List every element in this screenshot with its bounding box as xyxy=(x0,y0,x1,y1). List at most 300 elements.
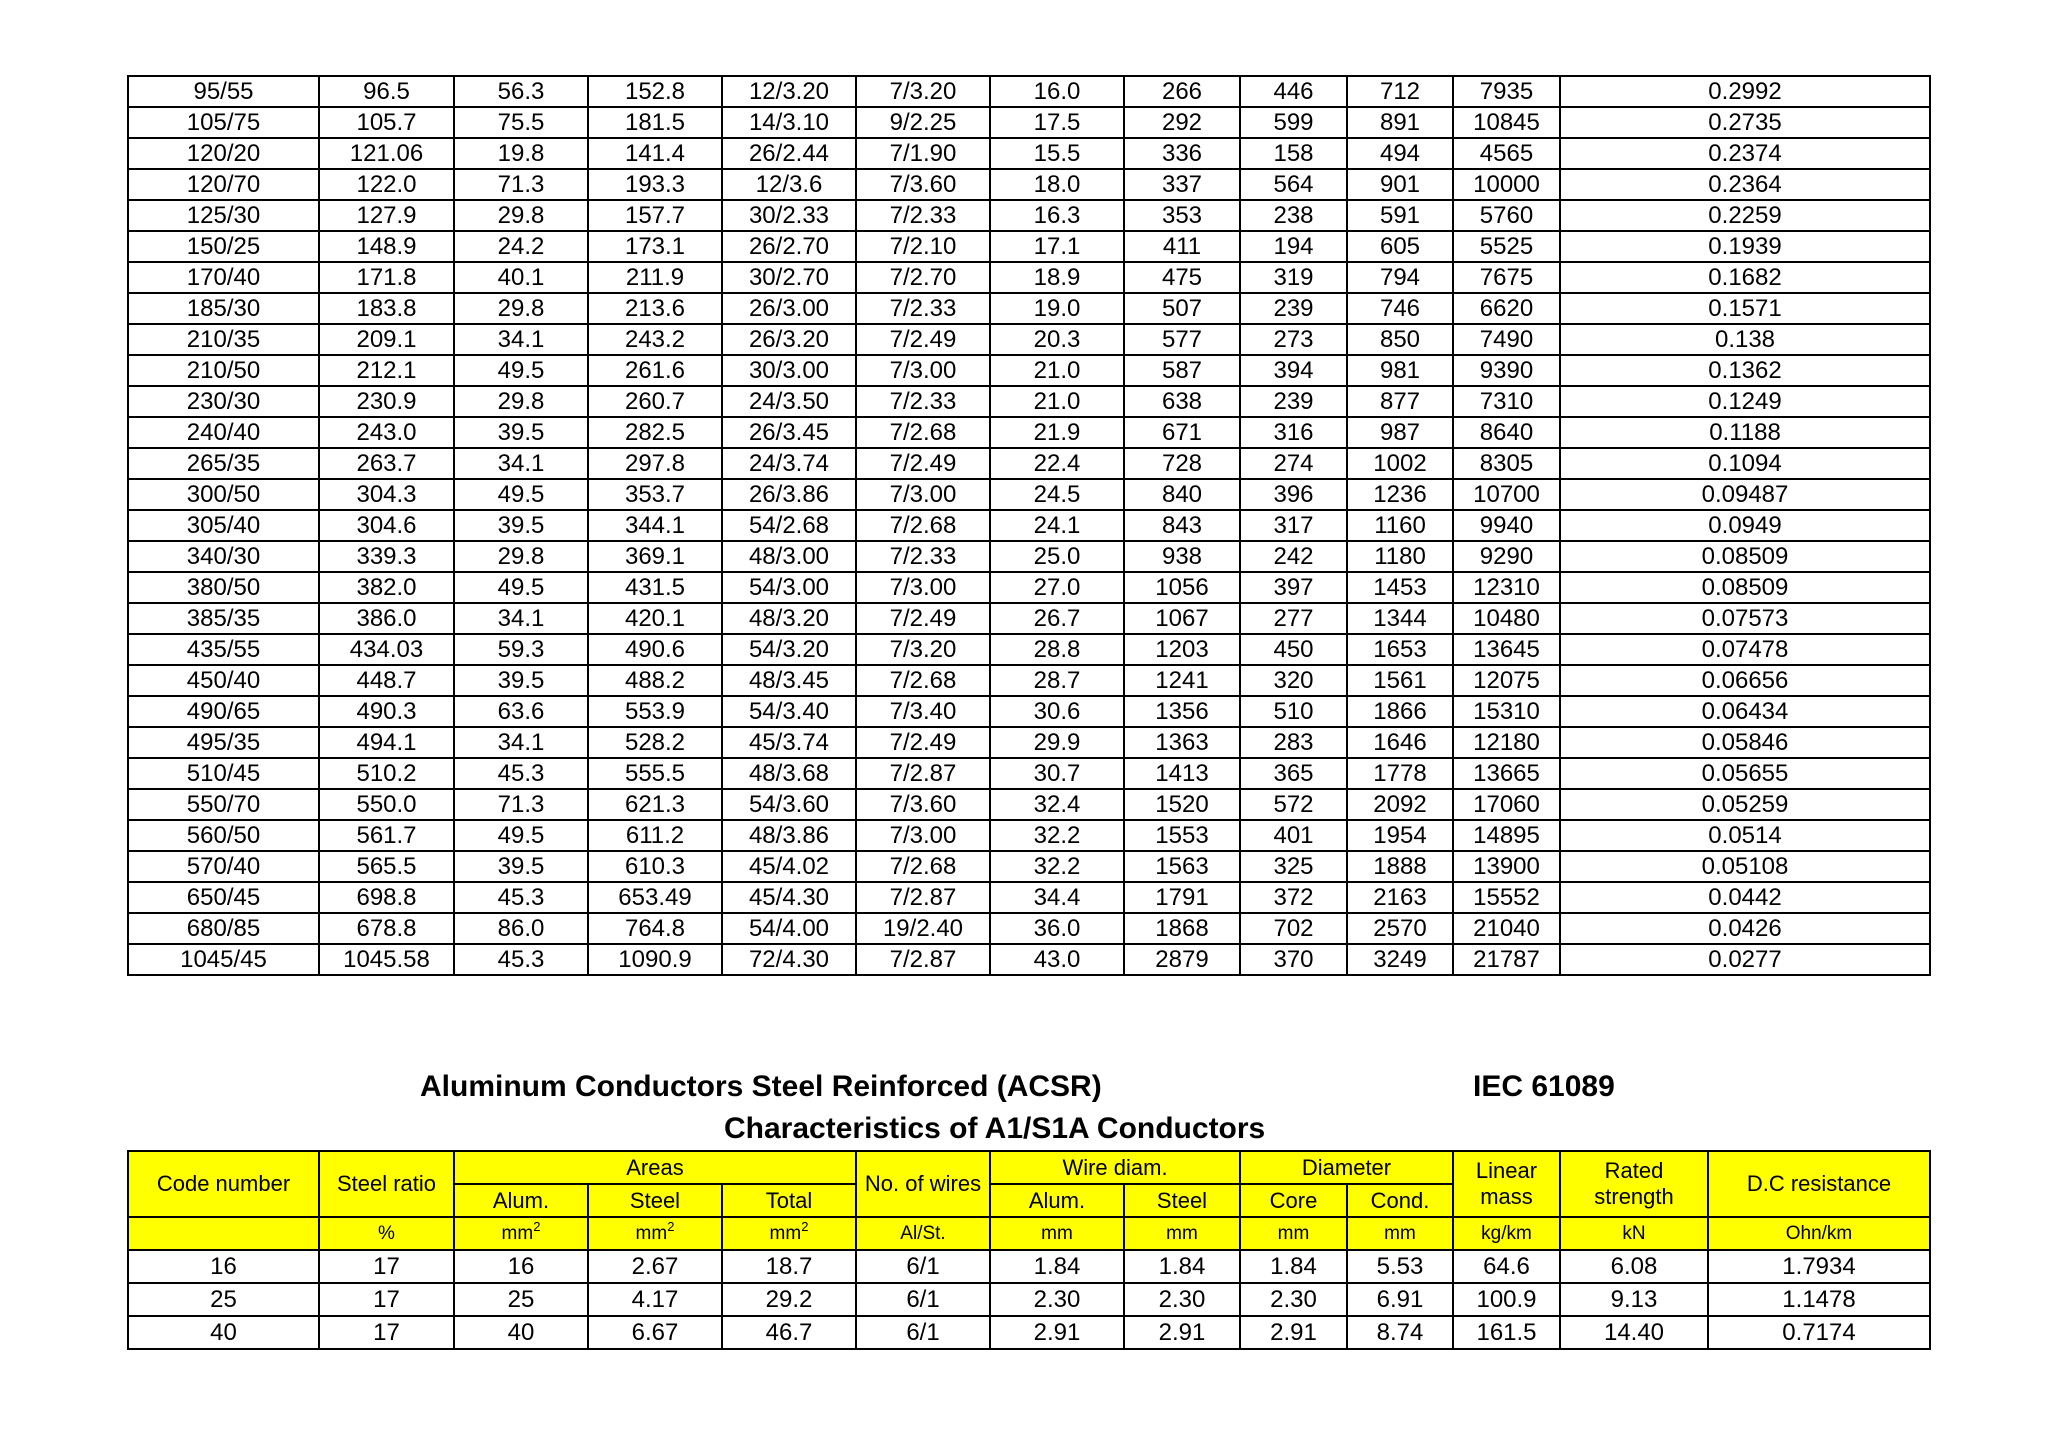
table-cell: 7/3.20 xyxy=(856,634,990,665)
table-cell: 1.1478 xyxy=(1708,1283,1930,1316)
table-row xyxy=(128,479,1930,510)
table-cell: 26/2.70 xyxy=(722,231,856,262)
table-cell: 1453 xyxy=(1347,572,1453,603)
table-cell: 565.5 xyxy=(319,851,454,882)
table-cell: 282.5 xyxy=(588,417,722,448)
table-cell: 45.3 xyxy=(454,758,588,789)
table-row xyxy=(128,169,1930,200)
table-cell: 210/35 xyxy=(128,324,319,355)
table-cell: 9.13 xyxy=(1560,1283,1708,1316)
table-cell: 7/2.68 xyxy=(856,510,990,541)
table-cell: 671 xyxy=(1124,417,1240,448)
table-cell: 48/3.00 xyxy=(722,541,856,572)
conductor-characteristics-table xyxy=(127,1150,1931,1350)
table-cell: 72/4.30 xyxy=(722,944,856,975)
table-cell: 6/1 xyxy=(856,1316,990,1349)
table-cell: 20.3 xyxy=(990,324,1124,355)
table-cell: 96.5 xyxy=(319,76,454,107)
table-cell: 17.5 xyxy=(990,107,1124,138)
table-cell: 843 xyxy=(1124,510,1240,541)
table-cell: 7/2.33 xyxy=(856,293,990,324)
table-cell: 71.3 xyxy=(454,169,588,200)
table-row xyxy=(128,355,1930,386)
header-row-units xyxy=(128,1217,1930,1250)
table-cell: 435/55 xyxy=(128,634,319,665)
table-cell: 7/2.33 xyxy=(856,200,990,231)
unit-mm2-steel xyxy=(588,1217,722,1250)
table-cell: 5760 xyxy=(1453,200,1560,231)
table-cell: 7/2.68 xyxy=(856,851,990,882)
table-cell: 19.8 xyxy=(454,138,588,169)
table-cell: 5525 xyxy=(1453,231,1560,262)
table-cell: 4.17 xyxy=(588,1283,722,1316)
table-cell: 16 xyxy=(454,1250,588,1283)
table-cell: 19.0 xyxy=(990,293,1124,324)
table-cell: 2.30 xyxy=(990,1283,1124,1316)
table-cell: 34.4 xyxy=(990,882,1124,913)
table-cell: 1236 xyxy=(1347,479,1453,510)
table-cell: 1.84 xyxy=(1124,1250,1240,1283)
table-cell: 5.53 xyxy=(1347,1250,1453,1283)
table-cell: 572 xyxy=(1240,789,1347,820)
table-cell: 7/2.70 xyxy=(856,262,990,293)
table-cell: 0.08509 xyxy=(1560,541,1930,572)
table-cell: 7/1.90 xyxy=(856,138,990,169)
table-cell: 12310 xyxy=(1453,572,1560,603)
table-row xyxy=(128,1250,1930,1283)
header-code-number: Code number xyxy=(128,1151,319,1217)
table-cell: 26/2.44 xyxy=(722,138,856,169)
table-cell: 0.07573 xyxy=(1560,603,1930,634)
table-cell: 24/3.74 xyxy=(722,448,856,479)
table-cell: 401 xyxy=(1240,820,1347,851)
unit-mm-wire-alum: mm xyxy=(990,1217,1124,1250)
table-cell: 152.8 xyxy=(588,76,722,107)
table-cell: 0.0514 xyxy=(1560,820,1930,851)
table-row xyxy=(128,727,1930,758)
table-cell: 18.0 xyxy=(990,169,1124,200)
table-cell: 304.3 xyxy=(319,479,454,510)
table-cell: 1180 xyxy=(1347,541,1453,572)
table-cell: 15.5 xyxy=(990,138,1124,169)
table-cell: 0.0442 xyxy=(1560,882,1930,913)
table-cell: 39.5 xyxy=(454,851,588,882)
table-cell: 1413 xyxy=(1124,758,1240,789)
table-cell: 1356 xyxy=(1124,696,1240,727)
table-cell: 105/75 xyxy=(128,107,319,138)
table-cell: 1067 xyxy=(1124,603,1240,634)
table-cell: 490.3 xyxy=(319,696,454,727)
unit-squared: 2 xyxy=(533,1218,541,1234)
table-cell: 0.2374 xyxy=(1560,138,1930,169)
table-cell: 157.7 xyxy=(588,200,722,231)
standard-label: IEC 61089 xyxy=(1473,1070,1615,1103)
table-cell: 9390 xyxy=(1453,355,1560,386)
table-cell: 850 xyxy=(1347,324,1453,355)
table-cell: 8640 xyxy=(1453,417,1560,448)
table-cell: 12075 xyxy=(1453,665,1560,696)
table-cell: 16.3 xyxy=(990,200,1124,231)
table-cell: 45/4.02 xyxy=(722,851,856,882)
table-cell: 12/3.20 xyxy=(722,76,856,107)
table-cell: 59.3 xyxy=(454,634,588,665)
table-cell: 746 xyxy=(1347,293,1453,324)
table-cell: 238 xyxy=(1240,200,1347,231)
table-cell: 564 xyxy=(1240,169,1347,200)
table-cell: 2.91 xyxy=(990,1316,1124,1349)
table-cell: 2.30 xyxy=(1124,1283,1240,1316)
table-cell: 599 xyxy=(1240,107,1347,138)
table-cell: 148.9 xyxy=(319,231,454,262)
table-cell: 121.06 xyxy=(319,138,454,169)
table-cell: 0.2735 xyxy=(1560,107,1930,138)
table-cell: 32.4 xyxy=(990,789,1124,820)
table-cell: 25.0 xyxy=(990,541,1124,572)
table-row xyxy=(128,541,1930,572)
table-cell: 2570 xyxy=(1347,913,1453,944)
table-cell: 0.0949 xyxy=(1560,510,1930,541)
table-cell: 273 xyxy=(1240,324,1347,355)
table-row xyxy=(128,417,1930,448)
table-cell: 12/3.6 xyxy=(722,169,856,200)
table-cell: 243.2 xyxy=(588,324,722,355)
table-cell: 30/3.00 xyxy=(722,355,856,386)
table-cell: 29.8 xyxy=(454,386,588,417)
table-cell: 0.138 xyxy=(1560,324,1930,355)
table-cell: 71.3 xyxy=(454,789,588,820)
unit-wires: Al/St. xyxy=(856,1217,990,1250)
table-cell: 48/3.68 xyxy=(722,758,856,789)
table-cell: 372 xyxy=(1240,882,1347,913)
header-areas: Areas xyxy=(454,1151,856,1184)
table-cell: 550.0 xyxy=(319,789,454,820)
header-diameter: Diameter xyxy=(1240,1151,1453,1184)
table-cell: 938 xyxy=(1124,541,1240,572)
table-cell: 1553 xyxy=(1124,820,1240,851)
unit-ohm-km: Ohn/km xyxy=(1708,1217,1930,1250)
unit-mm-text: mm xyxy=(501,1222,534,1244)
table-cell: 7/3.40 xyxy=(856,696,990,727)
table-cell: 34.1 xyxy=(454,603,588,634)
table-cell: 510 xyxy=(1240,696,1347,727)
table-cell: 15552 xyxy=(1453,882,1560,913)
header-areas-total: Total xyxy=(722,1184,856,1217)
table-row xyxy=(128,820,1930,851)
table-cell: 1520 xyxy=(1124,789,1240,820)
table-cell: 49.5 xyxy=(454,479,588,510)
table-cell: 274 xyxy=(1240,448,1347,479)
table-cell: 86.0 xyxy=(454,913,588,944)
table-cell: 510/45 xyxy=(128,758,319,789)
table-subtitle: Characteristics of A1/S1A Conductors xyxy=(724,1112,1266,1145)
table-cell: 173.1 xyxy=(588,231,722,262)
table-cell: 446 xyxy=(1240,76,1347,107)
table-cell: 26/3.45 xyxy=(722,417,856,448)
unit-mm-wire-steel: mm xyxy=(1124,1217,1240,1250)
table-row xyxy=(128,572,1930,603)
table-cell: 34.1 xyxy=(454,324,588,355)
table-cell: 7/3.00 xyxy=(856,355,990,386)
table-cell: 30/2.70 xyxy=(722,262,856,293)
table-cell: 3249 xyxy=(1347,944,1453,975)
table-cell: 7/3.00 xyxy=(856,820,990,851)
table-cell: 125/30 xyxy=(128,200,319,231)
table-cell: 283 xyxy=(1240,727,1347,758)
table-cell: 36.0 xyxy=(990,913,1124,944)
table-cell: 340/30 xyxy=(128,541,319,572)
table-cell: 611.2 xyxy=(588,820,722,851)
table-cell: 577 xyxy=(1124,324,1240,355)
header-row-groups xyxy=(128,1151,1930,1184)
table-cell: 621.3 xyxy=(588,789,722,820)
table-cell: 40.1 xyxy=(454,262,588,293)
header-wire-diam: Wire diam. xyxy=(990,1151,1240,1184)
table-cell: 15310 xyxy=(1453,696,1560,727)
unit-mm2-total xyxy=(722,1217,856,1250)
table-cell: 243.0 xyxy=(319,417,454,448)
header-wire-alum: Alum. xyxy=(990,1184,1124,1217)
table-cell: 261.6 xyxy=(588,355,722,386)
table-cell: 494 xyxy=(1347,138,1453,169)
table-cell: 431.5 xyxy=(588,572,722,603)
table-cell: 49.5 xyxy=(454,572,588,603)
table-cell: 181.5 xyxy=(588,107,722,138)
table-cell: 365 xyxy=(1240,758,1347,789)
table-cell: 14/3.10 xyxy=(722,107,856,138)
table-cell: 16 xyxy=(128,1250,319,1283)
table-cell: 1866 xyxy=(1347,696,1453,727)
table-cell: 14.40 xyxy=(1560,1316,1708,1349)
table-cell: 265/35 xyxy=(128,448,319,479)
table-cell: 8305 xyxy=(1453,448,1560,479)
table-cell: 21.0 xyxy=(990,386,1124,417)
table-cell: 48/3.86 xyxy=(722,820,856,851)
table-cell: 7/2.87 xyxy=(856,758,990,789)
table-cell: 1344 xyxy=(1347,603,1453,634)
table-cell: 22.4 xyxy=(990,448,1124,479)
table-cell: 7490 xyxy=(1453,324,1560,355)
table-row xyxy=(128,510,1930,541)
table-cell: 194 xyxy=(1240,231,1347,262)
table-cell: 7/2.33 xyxy=(856,386,990,417)
table-cell: 7/2.49 xyxy=(856,324,990,355)
table-cell: 2879 xyxy=(1124,944,1240,975)
table-cell: 434.03 xyxy=(319,634,454,665)
unit-mm-cond: mm xyxy=(1347,1217,1453,1250)
table-cell: 193.3 xyxy=(588,169,722,200)
table-cell: 30.6 xyxy=(990,696,1124,727)
table-cell: 239 xyxy=(1240,293,1347,324)
table-cell: 64.6 xyxy=(1453,1250,1560,1283)
table-cell: 0.09487 xyxy=(1560,479,1930,510)
table-cell: 7/2.49 xyxy=(856,727,990,758)
table-cell: 54/3.40 xyxy=(722,696,856,727)
table-cell: 1045.58 xyxy=(319,944,454,975)
table-cell: 95/55 xyxy=(128,76,319,107)
table-cell: 18.9 xyxy=(990,262,1124,293)
table-cell: 712 xyxy=(1347,76,1453,107)
table-cell: 120/70 xyxy=(128,169,319,200)
table-cell: 34.1 xyxy=(454,727,588,758)
table-cell: 7/2.49 xyxy=(856,603,990,634)
table-row xyxy=(128,324,1930,355)
table-row xyxy=(128,882,1930,913)
table-cell: 170/40 xyxy=(128,262,319,293)
table-cell: 550/70 xyxy=(128,789,319,820)
table-cell: 0.0277 xyxy=(1560,944,1930,975)
table-cell: 7/2.49 xyxy=(856,448,990,479)
table-cell: 1778 xyxy=(1347,758,1453,789)
table-cell: 39.5 xyxy=(454,665,588,696)
table-cell: 28.7 xyxy=(990,665,1124,696)
table-cell: 369.1 xyxy=(588,541,722,572)
table-cell: 0.1571 xyxy=(1560,293,1930,324)
table-cell: 4565 xyxy=(1453,138,1560,169)
table-cell: 1.84 xyxy=(1240,1250,1347,1283)
table-cell: 161.5 xyxy=(1453,1316,1560,1349)
table-cell: 212.1 xyxy=(319,355,454,386)
table-cell: 488.2 xyxy=(588,665,722,696)
table-cell: 183.8 xyxy=(319,293,454,324)
table-row xyxy=(128,107,1930,138)
table-cell: 610.3 xyxy=(588,851,722,882)
table-cell: 210/50 xyxy=(128,355,319,386)
table-row xyxy=(128,293,1930,324)
table-cell: 21.9 xyxy=(990,417,1124,448)
table-cell: 370 xyxy=(1240,944,1347,975)
table-cell: 7310 xyxy=(1453,386,1560,417)
table-cell: 319 xyxy=(1240,262,1347,293)
table-cell: 13900 xyxy=(1453,851,1560,882)
table-cell: 34.1 xyxy=(454,448,588,479)
table-cell: 29.8 xyxy=(454,541,588,572)
table-cell: 840 xyxy=(1124,479,1240,510)
table-cell: 8.74 xyxy=(1347,1316,1453,1349)
table-cell: 230/30 xyxy=(128,386,319,417)
table-cell: 45/3.74 xyxy=(722,727,856,758)
table-cell: 242 xyxy=(1240,541,1347,572)
table-cell: 0.08509 xyxy=(1560,572,1930,603)
table-cell: 32.2 xyxy=(990,851,1124,882)
unit-kg-km: kg/km xyxy=(1453,1217,1560,1250)
table-cell: 1791 xyxy=(1124,882,1240,913)
table-cell: 75.5 xyxy=(454,107,588,138)
table-cell: 528.2 xyxy=(588,727,722,758)
table-cell: 54/3.20 xyxy=(722,634,856,665)
table-cell: 7/2.68 xyxy=(856,665,990,696)
table-cell: 12180 xyxy=(1453,727,1560,758)
table-cell: 9/2.25 xyxy=(856,107,990,138)
table-cell: 507 xyxy=(1124,293,1240,324)
table-cell: 24.2 xyxy=(454,231,588,262)
table-cell: 1090.9 xyxy=(588,944,722,975)
table-cell: 305/40 xyxy=(128,510,319,541)
table-cell: 0.2992 xyxy=(1560,76,1930,107)
header-steel-ratio: Steel ratio xyxy=(319,1151,454,1217)
table-cell: 185/30 xyxy=(128,293,319,324)
table-cell: 344.1 xyxy=(588,510,722,541)
header-areas-alum: Alum. xyxy=(454,1184,588,1217)
unit-mm-text: mm xyxy=(635,1222,668,1244)
table-cell: 45/4.30 xyxy=(722,882,856,913)
unit-squared: 2 xyxy=(667,1218,675,1234)
table-cell: 317 xyxy=(1240,510,1347,541)
table-cell: 21787 xyxy=(1453,944,1560,975)
table-cell: 54/4.00 xyxy=(722,913,856,944)
table-cell: 475 xyxy=(1124,262,1240,293)
table-cell: 555.5 xyxy=(588,758,722,789)
table-cell: 141.4 xyxy=(588,138,722,169)
table-cell: 6620 xyxy=(1453,293,1560,324)
table-cell: 316 xyxy=(1240,417,1347,448)
table-cell: 0.7174 xyxy=(1708,1316,1930,1349)
table-cell: 9940 xyxy=(1453,510,1560,541)
header-diam-cond: Cond. xyxy=(1347,1184,1453,1217)
table-cell: 13665 xyxy=(1453,758,1560,789)
table-cell: 1646 xyxy=(1347,727,1453,758)
table-cell: 0.1249 xyxy=(1560,386,1930,417)
table-cell: 17060 xyxy=(1453,789,1560,820)
table-cell: 40 xyxy=(454,1316,588,1349)
table-cell: 300/50 xyxy=(128,479,319,510)
table-cell: 30/2.33 xyxy=(722,200,856,231)
table-title: Aluminum Conductors Steel Reinforced (ACSR) xyxy=(420,1070,1102,1103)
table-cell: 48/3.45 xyxy=(722,665,856,696)
table-cell: 490/65 xyxy=(128,696,319,727)
table-cell: 702 xyxy=(1240,913,1347,944)
table-cell: 260.7 xyxy=(588,386,722,417)
table-cell: 901 xyxy=(1347,169,1453,200)
header-areas-steel: Steel xyxy=(588,1184,722,1217)
table-cell: 46.7 xyxy=(722,1316,856,1349)
table-cell: 653.49 xyxy=(588,882,722,913)
table-cell: 7/3.60 xyxy=(856,169,990,200)
table-row xyxy=(128,603,1930,634)
table-cell: 728 xyxy=(1124,448,1240,479)
table-cell: 17.1 xyxy=(990,231,1124,262)
table-row xyxy=(128,851,1930,882)
table-cell: 0.07478 xyxy=(1560,634,1930,665)
table-row xyxy=(128,758,1930,789)
table-cell: 0.1939 xyxy=(1560,231,1930,262)
table-cell: 266 xyxy=(1124,76,1240,107)
table-cell: 7/3.60 xyxy=(856,789,990,820)
table-cell: 304.6 xyxy=(319,510,454,541)
table-row xyxy=(128,200,1930,231)
table-cell: 0.1094 xyxy=(1560,448,1930,479)
table-cell: 0.05259 xyxy=(1560,789,1930,820)
table-cell: 1045/45 xyxy=(128,944,319,975)
table-cell: 650/45 xyxy=(128,882,319,913)
table-cell: 0.06656 xyxy=(1560,665,1930,696)
table-row xyxy=(128,696,1930,727)
table-cell: 420.1 xyxy=(588,603,722,634)
table-cell: 120/20 xyxy=(128,138,319,169)
table-cell: 63.6 xyxy=(454,696,588,727)
table-cell: 698.8 xyxy=(319,882,454,913)
upper-data-table xyxy=(127,75,1931,976)
unit-mm-text: mm xyxy=(769,1222,802,1244)
table-cell: 490.6 xyxy=(588,634,722,665)
table-cell: 0.2364 xyxy=(1560,169,1930,200)
table-cell: 14895 xyxy=(1453,820,1560,851)
table-row xyxy=(128,1283,1930,1316)
table-cell: 494.1 xyxy=(319,727,454,758)
table-cell: 325 xyxy=(1240,851,1347,882)
header-rated-strength-line1: Rated xyxy=(1604,1158,1664,1183)
table-row xyxy=(128,913,1930,944)
unit-squared: 2 xyxy=(801,1218,809,1234)
